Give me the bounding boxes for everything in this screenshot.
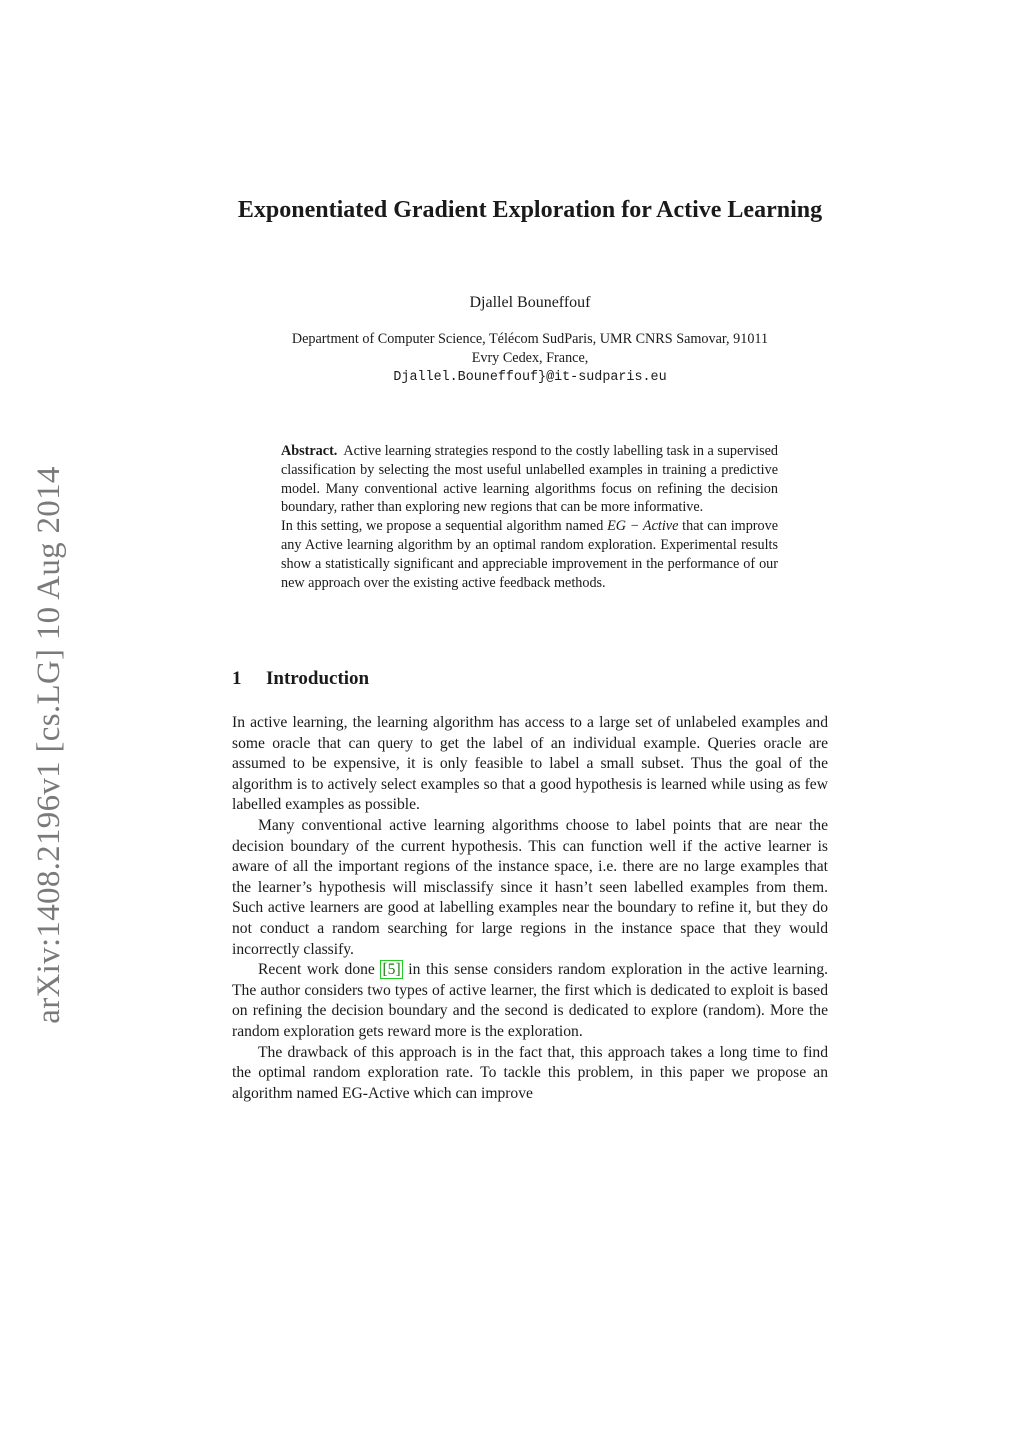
- introduction-body: [232, 713, 828, 1104]
- affiliation-line-1: Department of Computer Science, Télécom SudParis, UMR CNRS Samovar, 91011: [291, 331, 769, 347]
- citation-number: 5: [387, 961, 396, 979]
- author-affiliation: [232, 330, 828, 387]
- abstract-text-2b: that can improve any Active learning algorithm by an optimal random exploration. Experimental results show a statistically significant and appreciable improvement in the performance of our new approach over the existing active feedback methods.: [281, 518, 779, 591]
- abstract-paragraph-2: [281, 517, 778, 592]
- affiliation-line-2: Evry Cedex, France,: [471, 350, 589, 366]
- section-heading-introduction: [232, 667, 369, 691]
- intro-paragraph-2: Many conventional active learning algorithms choose to label points that are near the decision boundary of the current hypothesis. This can function well if the active learner is aware of all the important regions of the instance space, i.e. there are no large examples that the learner’s hypothesis will misclassify since it hasn’t seen labelled examples from them. Such active learners are good at labelling examples near the boundary to refine it, but they do not conduct a random searching for large regions in the instance space that they would incorrectly classify.: [232, 816, 828, 958]
- abstract-label: Abstract.: [281, 443, 338, 459]
- abstract-math-eg-active: EG − Active: [607, 518, 679, 535]
- citation-link-5[interactable]: [5]: [382, 961, 401, 979]
- abstract-paragraph-1: [281, 442, 778, 517]
- section-number: 1: [232, 668, 242, 689]
- intro-paragraph-1: In active learning, the learning algorithm has access to a large set of unlabeled examples and some oracle that can query to get the label of an individual example. Queries oracle are assumed to be expensive, it is only feasible to label a small subset. Thus the goal of the algorithm is to actively select examples so that a good hypothesis is learned while using as few labelled examples as possible.: [232, 714, 828, 814]
- arxiv-identifier-stamp: [30, 450, 68, 1040]
- arxiv-identifier-text: arXiv:1408.2196v1 [cs.LG] 10 Aug 2014: [31, 466, 67, 1024]
- section-title: Introduction: [266, 668, 370, 689]
- intro-paragraph-3: [232, 960, 828, 1042]
- abstract-text-2a: In this setting, we propose a sequential algorithm named: [281, 518, 604, 535]
- abstract-text-1: Active learning strategies respond to the costly labelling task in a supervised classification by selecting the most useful unlabelled examples in training a predictive model. Many conventional active learning algorithms focus on refining the decision boundary, rather than exploring new regions that can be more informative.: [281, 443, 778, 516]
- intro-paragraph-3-rest: in this sense considers random exploration in the active learning. The author considers two types of active learner, the first which is dedicated to exploit is based on refining the decision boundary and the second is dedicated to explore (random). More the random exploration gets reward more is the exploration.: [232, 961, 829, 1040]
- paper-title: Exponentiated Gradient Exploration for Active Learning: [237, 197, 823, 223]
- author-name: Djallel Bouneffouf: [469, 294, 591, 311]
- author-email: Djallel.Bouneffouf}@it-sudparis.eu: [393, 370, 667, 385]
- intro-paragraph-3-start: Recent work done: [258, 961, 375, 979]
- abstract: [281, 442, 778, 592]
- intro-paragraph-4: The drawback of this approach is in the fact that, this approach takes a long time to find the optimal random exploration rate. To tackle this problem, in this paper we propose an algorithm named EG-Active which can improve: [232, 1043, 828, 1102]
